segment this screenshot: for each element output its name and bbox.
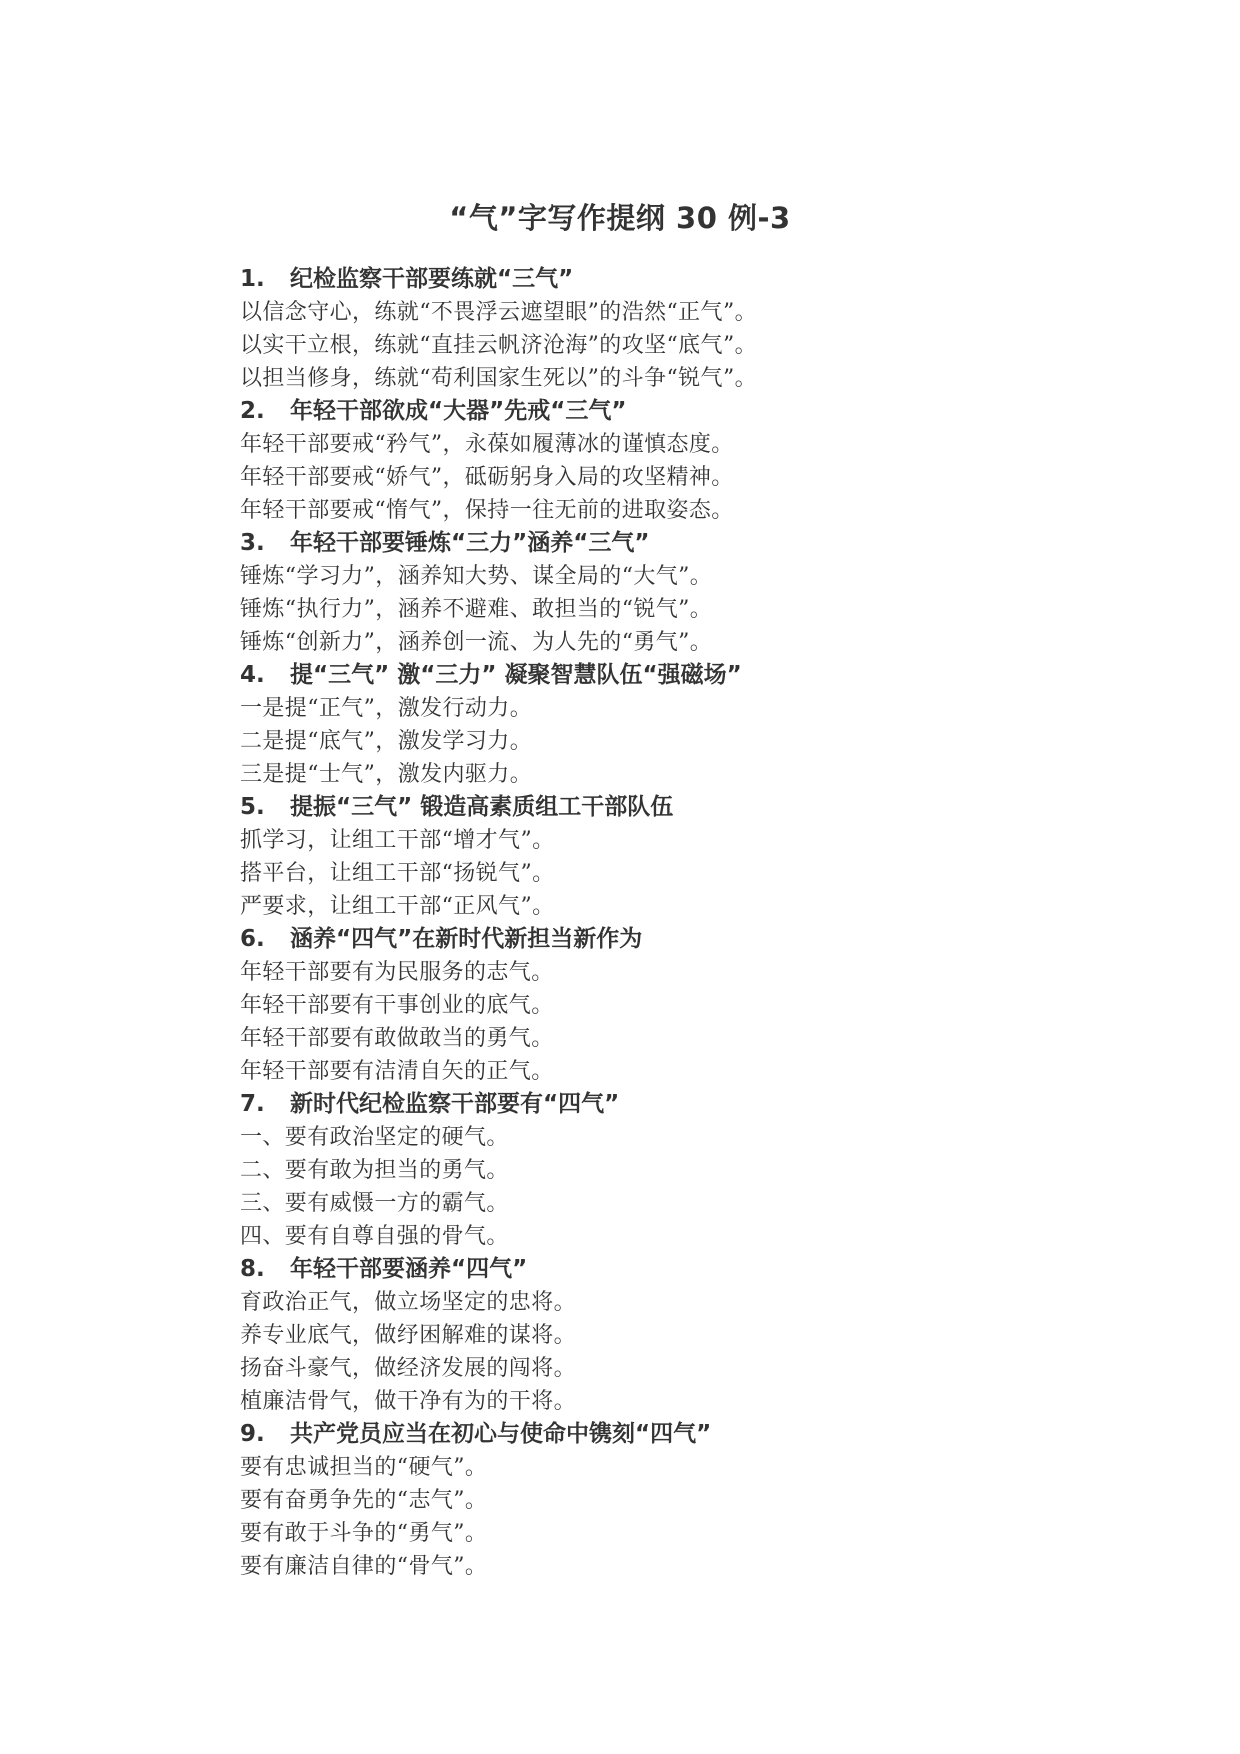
outline-section-4 xyxy=(240,659,1200,791)
section-title: 涵养“四气”在新时代新担当新作为 xyxy=(290,926,643,952)
section-heading xyxy=(240,527,1200,560)
outline-line: 要有忠诚担当的“硬气”。 xyxy=(240,1455,488,1480)
outline-line: 二是提“底气”，激发学习力。 xyxy=(240,729,533,754)
section-number: 4. xyxy=(240,662,265,688)
section-title: 年轻干部要涵养“四气” xyxy=(290,1256,528,1282)
outline-line: 年轻干部要有为民服务的志气。 xyxy=(240,960,554,985)
outline-line: 以担当修身，练就“苟利国家生死以”的斗争“锐气”。 xyxy=(240,366,757,391)
section-heading xyxy=(240,1088,1200,1121)
outline-line: 年轻干部要有敢做敢当的勇气。 xyxy=(240,1026,554,1051)
section-title: 提振“三气” 锻造高素质组工干部队伍 xyxy=(290,794,674,820)
outline-line: 养专业底气，做纾困解难的谋将。 xyxy=(240,1323,577,1348)
section-heading xyxy=(240,395,1200,428)
outline-line: 要有廉洁自律的“骨气”。 xyxy=(240,1554,488,1579)
outline-line: 三是提“士气”，激发内驱力。 xyxy=(240,762,533,787)
outline-section-9 xyxy=(240,1418,1200,1583)
outline-section-3 xyxy=(240,527,1200,659)
section-number: 7. xyxy=(240,1091,265,1117)
outline-section-1 xyxy=(240,263,1200,395)
outline-line: 以信念守心，练就“不畏浮云遮望眼”的浩然“正气”。 xyxy=(240,300,757,325)
outline-line: 要有奋勇争先的“志气”。 xyxy=(240,1488,488,1513)
section-number: 1. xyxy=(240,266,265,292)
section-number: 2. xyxy=(240,398,265,424)
section-number: 9. xyxy=(240,1421,265,1447)
outline-line: 锤炼“执行力”，涵养不避难、敢担当的“锐气”。 xyxy=(240,597,713,622)
section-title: 新时代纪检监察干部要有“四气” xyxy=(290,1091,620,1117)
outline-line: 抓学习，让组工干部“增才气”。 xyxy=(240,828,555,853)
outline-line: 育政治正气，做立场坚定的忠将。 xyxy=(240,1290,577,1315)
outline-section-6 xyxy=(240,923,1200,1088)
section-heading xyxy=(240,923,1200,956)
outline-line: 锤炼“创新力”，涵养创一流、为人先的“勇气”。 xyxy=(240,630,713,655)
section-heading xyxy=(240,659,1200,692)
outline-line: 一、要有政治坚定的硬气。 xyxy=(240,1125,509,1150)
outline-line: 一是提“正气”，激发行动力。 xyxy=(240,696,533,721)
section-number: 5. xyxy=(240,794,265,820)
outline-line: 年轻干部要有干事创业的底气。 xyxy=(240,993,554,1018)
section-number: 3. xyxy=(240,530,265,556)
outline-line: 三、要有威慑一方的霸气。 xyxy=(240,1191,509,1216)
section-title: 纪检监察干部要练就“三气” xyxy=(290,266,574,292)
section-heading xyxy=(240,791,1200,824)
section-title: 年轻干部欲成“大器”先戒“三气” xyxy=(290,398,627,424)
outline-line: 年轻干部要戒“娇气”，砥砺躬身入局的攻坚精神。 xyxy=(240,465,734,490)
outline-line: 锤炼“学习力”，涵养知大势、谋全局的“大气”。 xyxy=(240,564,713,589)
outline-line: 二、要有敢为担当的勇气。 xyxy=(240,1158,509,1183)
outline-line: 严要求，让组工干部“正风气”。 xyxy=(240,894,555,919)
section-title: 提“三气” 激“三力” 凝聚智慧队伍“强磁场” xyxy=(290,662,742,688)
section-number: 8. xyxy=(240,1256,265,1282)
outline-line: 年轻干部要戒“矜气”，永葆如履薄冰的谨慎态度。 xyxy=(240,432,734,457)
section-title: 共产党员应当在初心与使命中镌刻“四气” xyxy=(290,1421,712,1447)
outline-line: 年轻干部要戒“惰气”，保持一往无前的进取姿态。 xyxy=(240,498,734,523)
section-heading xyxy=(240,1253,1200,1286)
outline-line: 以实干立根，练就“直挂云帆济沧海”的攻坚“底气”。 xyxy=(240,333,757,358)
page-title: “气”字写作提纲 30 例-3 xyxy=(449,201,791,235)
outline-line: 扬奋斗豪气，做经济发展的闯将。 xyxy=(240,1356,577,1381)
outline-section-8 xyxy=(240,1253,1200,1418)
outline-section-5 xyxy=(240,791,1200,923)
outline-body xyxy=(240,263,1200,1583)
section-number: 6. xyxy=(240,926,265,952)
section-heading xyxy=(240,1418,1200,1451)
outline-line: 要有敢于斗争的“勇气”。 xyxy=(240,1521,488,1546)
outline-section-7 xyxy=(240,1088,1200,1253)
section-title: 年轻干部要锤炼“三力”涵养“三气” xyxy=(290,530,650,556)
section-heading xyxy=(240,263,1200,296)
outline-line: 年轻干部要有洁清自矢的正气。 xyxy=(240,1059,554,1084)
outline-line: 搭平台，让组工干部“扬锐气”。 xyxy=(240,861,555,886)
outline-line: 植廉洁骨气，做干净有为的干将。 xyxy=(240,1389,577,1414)
outline-section-2 xyxy=(240,395,1200,527)
outline-line: 四、要有自尊自强的骨气。 xyxy=(240,1224,509,1249)
